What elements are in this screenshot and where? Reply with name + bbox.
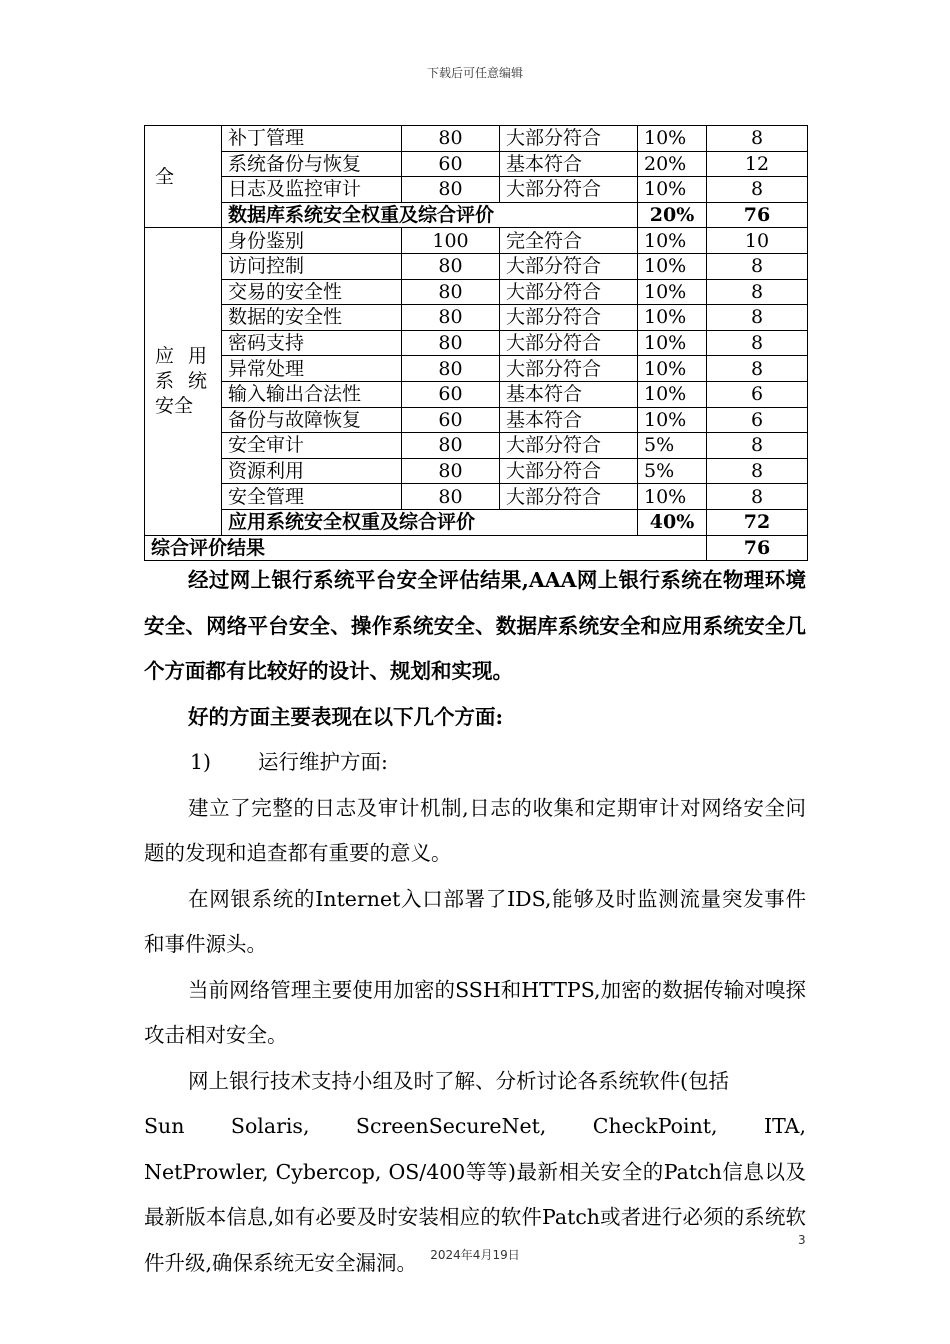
item-name-cell: 备份与故障恢复 xyxy=(222,407,402,433)
item-compliance-cell: 大部分符合 xyxy=(500,177,638,203)
item-compliance-cell: 基本符合 xyxy=(500,381,638,407)
item-score-cell: 80 xyxy=(402,279,500,305)
item-compliance-cell: 大部分符合 xyxy=(500,330,638,356)
summary-label-cell: 数据库系统安全权重及综合评价 xyxy=(222,202,638,228)
item-name-cell: 身份鉴别 xyxy=(222,228,402,254)
item-result-cell: 8 xyxy=(707,330,808,356)
item-name-cell: 数据的安全性 xyxy=(222,305,402,331)
paragraph-strengths-intro: 好的方面主要表现在以下几个方面: xyxy=(188,704,504,729)
item-weight-cell: 10% xyxy=(638,177,707,203)
item-weight-cell: 10% xyxy=(638,253,707,279)
item-compliance-cell: 大部分符合 xyxy=(500,279,638,305)
item-score-cell: 60 xyxy=(402,151,500,177)
item-result-cell: 8 xyxy=(707,356,808,382)
item-name-cell: 交易的安全性 xyxy=(222,279,402,305)
table-row xyxy=(145,279,808,305)
table-row xyxy=(145,151,808,177)
item-weight-cell: 10% xyxy=(638,279,707,305)
security-evaluation-table xyxy=(144,125,808,561)
table-row xyxy=(145,253,808,279)
item-result-cell: 8 xyxy=(707,305,808,331)
item-name-cell: 密码支持 xyxy=(222,330,402,356)
table-row xyxy=(145,228,808,254)
final-result-score-cell: 76 xyxy=(707,535,808,561)
item-name-cell: 日志及监控审计 xyxy=(222,177,402,203)
item-result-cell: 8 xyxy=(707,279,808,305)
summary-score-cell: 72 xyxy=(707,509,808,535)
paragraph-support-software-list xyxy=(144,1104,806,1150)
paragraph-encryption: 当前网络管理主要使用加密的SSH和HTTPS,加密的数据传输对嗅探攻击相对安全。 xyxy=(144,977,806,1047)
item-score-cell: 80 xyxy=(402,126,500,152)
summary-label-cell: 应用系统安全权重及综合评价 xyxy=(222,509,638,535)
item-score-cell: 80 xyxy=(402,253,500,279)
item-name-cell: 资源利用 xyxy=(222,458,402,484)
summary-weight-cell: 40% xyxy=(638,509,707,535)
item-compliance-cell: 大部分符合 xyxy=(500,433,638,459)
paragraph-logging: 建立了完整的日志及审计机制,日志的收集和定期审计对网络安全问题的发现和追查都有重要的意义。 xyxy=(144,795,806,865)
item-compliance-cell: 大部分符合 xyxy=(500,253,638,279)
table-row xyxy=(145,356,808,382)
item-name-cell: 输入输出合法性 xyxy=(222,381,402,407)
item-result-cell: 8 xyxy=(707,177,808,203)
item-score-cell: 80 xyxy=(402,433,500,459)
category-cell-application: 应 用 系 统 安全 xyxy=(145,228,222,535)
item-score-cell: 80 xyxy=(402,484,500,510)
item-score-cell: 80 xyxy=(402,356,500,382)
body-text xyxy=(144,558,806,1286)
table-row xyxy=(145,433,808,459)
item-name-cell: 系统备份与恢复 xyxy=(222,151,402,177)
item-compliance-cell: 完全符合 xyxy=(500,228,638,254)
item-weight-cell: 10% xyxy=(638,126,707,152)
item-compliance-cell: 大部分符合 xyxy=(500,305,638,331)
summary-score-cell: 76 xyxy=(707,202,808,228)
item-result-cell: 8 xyxy=(707,253,808,279)
software-name: ScreenSecureNet, xyxy=(355,1114,547,1138)
item-score-cell: 80 xyxy=(402,305,500,331)
item-weight-cell: 10% xyxy=(638,228,707,254)
item-compliance-cell: 大部分符合 xyxy=(500,126,638,152)
list-item xyxy=(144,740,806,786)
item-compliance-cell: 大部分符合 xyxy=(500,356,638,382)
final-result-label-cell: 综合评价结果 xyxy=(145,535,707,561)
item-compliance-cell: 大部分符合 xyxy=(500,484,638,510)
paragraph-support-line1: 网上银行技术支持小组及时了解、分析讨论各系统软件(包括 xyxy=(188,1068,729,1093)
item-compliance-cell: 基本符合 xyxy=(500,151,638,177)
software-name: Sun xyxy=(144,1114,185,1138)
list-number: 1) xyxy=(190,750,212,774)
paragraph-support-rest: NetProwler, Cybercop, OS/400等等)最新相关安全的Patch信息以及最新版本信息,如有必要及时安装相应的软件Patch或者进行必须的系统软件升级,确保系统无安全漏洞。 xyxy=(144,1159,806,1275)
paragraph-summary: 经过网上银行系统平台安全评估结果,AAA网上银行系统在物理环境安全、网络平台安全、操作系统安全、数据库系统安全和应用系统安全几个方面都有比较好的设计、规划和实现。 xyxy=(144,568,806,683)
table-row xyxy=(145,458,808,484)
paragraph-ids: 在网银系统的Internet入口部署了IDS,能够及时监测流量突发事件和事件源头。 xyxy=(144,886,806,956)
item-score-cell: 80 xyxy=(402,177,500,203)
item-weight-cell: 5% xyxy=(638,433,707,459)
item-name-cell: 补丁管理 xyxy=(222,126,402,152)
item-result-cell: 12 xyxy=(707,151,808,177)
item-result-cell: 6 xyxy=(707,381,808,407)
item-result-cell: 8 xyxy=(707,484,808,510)
table-row xyxy=(145,177,808,203)
item-weight-cell: 5% xyxy=(638,458,707,484)
item-score-cell: 60 xyxy=(402,381,500,407)
item-result-cell: 6 xyxy=(707,407,808,433)
list-text: 运行维护方面: xyxy=(258,750,388,774)
item-score-cell: 60 xyxy=(402,407,500,433)
summary-row-database xyxy=(145,202,808,228)
table-row xyxy=(145,330,808,356)
item-result-cell: 8 xyxy=(707,433,808,459)
table-row xyxy=(145,126,808,152)
final-result-row xyxy=(145,535,808,561)
table-row xyxy=(145,484,808,510)
item-name-cell: 安全管理 xyxy=(222,484,402,510)
table-row xyxy=(145,407,808,433)
summary-weight-cell: 20% xyxy=(638,202,707,228)
page-footer-date: 2024年4月19日 xyxy=(430,1248,520,1262)
item-name-cell: 异常处理 xyxy=(222,356,402,382)
page-number: 3 xyxy=(798,1233,806,1247)
item-weight-cell: 10% xyxy=(638,330,707,356)
category-cell-database: 全 xyxy=(145,126,222,228)
item-weight-cell: 10% xyxy=(638,407,707,433)
item-score-cell: 80 xyxy=(402,330,500,356)
item-result-cell: 8 xyxy=(707,458,808,484)
item-score-cell: 80 xyxy=(402,458,500,484)
item-result-cell: 10 xyxy=(707,228,808,254)
summary-row-application xyxy=(145,509,808,535)
item-weight-cell: 10% xyxy=(638,356,707,382)
item-result-cell: 8 xyxy=(707,126,808,152)
item-compliance-cell: 大部分符合 xyxy=(500,458,638,484)
software-name: CheckPoint, xyxy=(592,1114,718,1138)
item-weight-cell: 20% xyxy=(638,151,707,177)
software-name: ITA, xyxy=(763,1114,806,1138)
item-name-cell: 安全审计 xyxy=(222,433,402,459)
item-weight-cell: 10% xyxy=(638,381,707,407)
item-weight-cell: 10% xyxy=(638,305,707,331)
item-weight-cell: 10% xyxy=(638,484,707,510)
item-compliance-cell: 基本符合 xyxy=(500,407,638,433)
item-name-cell: 访问控制 xyxy=(222,253,402,279)
software-name: Solaris, xyxy=(230,1114,310,1138)
page-header: 下载后可任意编辑 xyxy=(426,66,523,80)
table-row xyxy=(145,305,808,331)
table-row xyxy=(145,381,808,407)
item-score-cell: 100 xyxy=(402,228,500,254)
